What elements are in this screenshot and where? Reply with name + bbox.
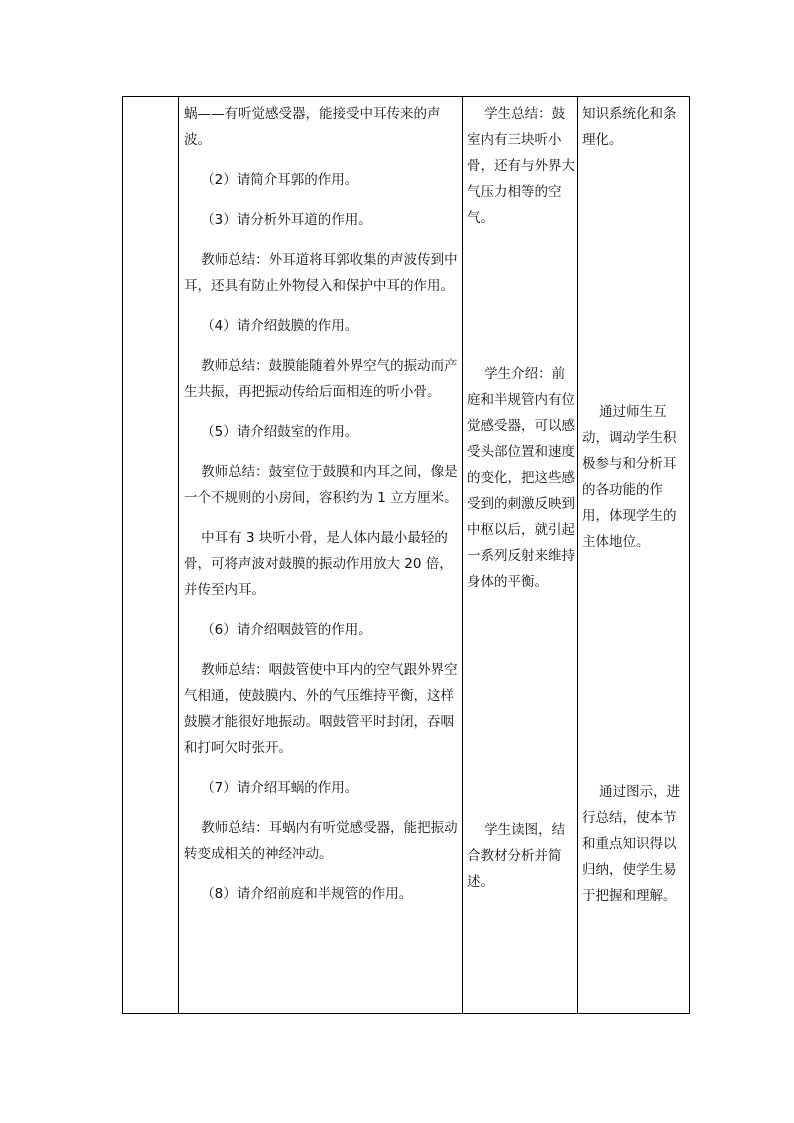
paragraph: 中耳有 3 块听小骨，是人体内最小最轻的骨，可将声波对鼓膜的振动作用放大 20 倍，并传至内耳。 [184, 530, 453, 598]
paragraph: 蜗——有听觉感受器，能接受中耳传来的声波。 [184, 106, 441, 148]
paragraph: 通过师生互动，调动学生积极参与和分析耳的各功能的作用，体现学生的主体地位。 [582, 404, 677, 550]
paragraph: 教师总结：咽鼓管使中耳内的空气跟外界空气相通，使鼓膜内、外的气压维持平衡，这样鼓膜才能很好地振动。咽鼓管平时封闭，吞咽和打呵欠时张开。 [184, 662, 458, 756]
paragraph: （2）请简介耳郭的作用。 [184, 172, 359, 188]
table-cell-stage [123, 97, 178, 1013]
paragraph: 教师总结：耳蜗内有听觉感受器，能把振动转变成相关的神经冲动。 [184, 820, 458, 862]
paragraph: 知识系统化和条理化。 [582, 106, 677, 148]
paragraph: 教师总结：鼓室位于鼓膜和内耳之间，像是一个不规则的小房间，容积约为 1 立方厘米。 [184, 464, 458, 506]
lesson-plan-table [122, 96, 690, 1014]
table-cell-teacher-activity [178, 97, 462, 1013]
paragraph: 学生总结：鼓室内有三块听小骨，还有与外界大气压力相等的空气。 [467, 106, 575, 226]
paragraph: （3）请分析外耳道的作用。 [184, 212, 372, 228]
paragraph: （8）请介绍前庭和半规管的作用。 [184, 886, 413, 902]
paragraph: （5）请介绍鼓室的作用。 [184, 424, 359, 440]
paragraph: 教师总结：外耳道将耳郭收集的声波传到中耳，还具有防止外物侵入和保护中耳的作用。 [184, 252, 458, 294]
paragraph: （7）请介绍耳蜗的作用。 [184, 780, 359, 796]
paragraph: 学生介绍：前庭和半规管内有位觉感受器，可以感受头部位置和速度的变化，把这些感受到的刺激反映到中枢以后，就引起一系列反射来维持身体的平衡。 [467, 366, 575, 590]
table-cell-design-intent [577, 97, 691, 1013]
paragraph: 通过图示，进行总结，使本节和重点知识得以归纳，使学生易于把握和理解。 [582, 784, 681, 904]
paragraph: 教师总结：鼓膜能随着外界空气的振动而产生共振，再把振动传给后面相连的听小骨。 [184, 358, 458, 400]
table-cell-student-activity [462, 97, 577, 1013]
paragraph: 学生读图，结合教材分析并简述。 [467, 822, 566, 890]
paragraph: （6）请介绍咽鼓管的作用。 [184, 622, 372, 638]
paragraph: （4）请介绍鼓膜的作用。 [184, 318, 359, 334]
